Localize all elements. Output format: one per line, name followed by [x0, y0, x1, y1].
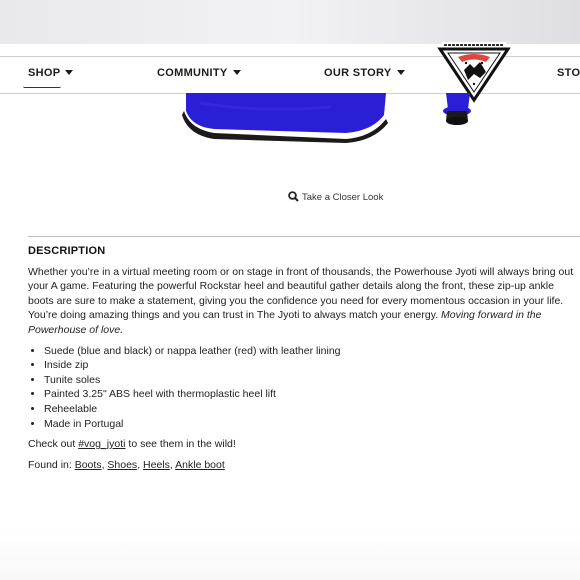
found-in-label: Found in:: [28, 458, 75, 471]
checkout-prefix: Check out: [28, 438, 79, 451]
description-paragraph: [28, 265, 576, 338]
checkout-suffix: to see them in the wild!: [125, 438, 236, 451]
list-item: • Painted 3.25" ABS heel with thermoplastic heel lift: [44, 387, 576, 402]
list-item: • Inside zip: [44, 358, 576, 373]
nav-community-label: COMMUNITY: [157, 67, 228, 79]
nav-store[interactable]: [557, 67, 580, 79]
nav-our-story-label: OUR STORY: [324, 67, 392, 79]
chevron-down-icon: [233, 70, 241, 75]
hashtag-link[interactable]: #vog_jyoti: [78, 438, 126, 451]
chevron-down-icon: [65, 70, 73, 75]
product-image[interactable]: [0, 93, 580, 153]
list-item: • Tunite soles: [44, 373, 576, 388]
list-item: • Reheelable: [44, 402, 576, 417]
category-link-heels[interactable]: Heels: [143, 458, 170, 471]
closer-look-button[interactable]: [288, 191, 383, 203]
nav-community[interactable]: [157, 67, 241, 79]
chevron-down-icon: [397, 70, 405, 75]
closer-look-label: Take a Closer Look: [302, 192, 384, 203]
category-link-boots[interactable]: Boots: [74, 458, 102, 471]
found-in-line: Found in: Boots, Shoes, Heels, Ankle boot: [28, 458, 225, 471]
description-tagline: Moving forward in the Powerhouse of love.: [28, 309, 542, 336]
nav-shop[interactable]: [28, 67, 73, 79]
list-item: • Made in Portugal: [44, 417, 576, 432]
nav-shop-label: SHOP: [28, 67, 61, 79]
description-text: Whether you’re in a virtual meeting room or on stage in front of thousands, the Powerhouse Jyoti will always bring out your A game. Featuring the powerful Rockstar heel and beautiful gather details along the front, these zip-up ankle boots are sure to make a statement, giving you the confidence you need for every momentous occasion in your life. You’re doing amazing things and you can trust in The Jyoti to always match your energy.: [28, 265, 574, 322]
category-link-ankle-boot[interactable]: Ankle boot: [175, 458, 225, 471]
feature-list: [28, 344, 576, 432]
nav-shop-active-underline: [23, 84, 61, 88]
category-link-shoes[interactable]: Shoes: [107, 458, 138, 471]
nav-store-label: STO: [557, 67, 580, 79]
magnifier-icon: [288, 191, 299, 202]
section-divider: [28, 236, 580, 237]
boot-image-icon: [0, 93, 580, 153]
description-heading: DESCRIPTION: [28, 245, 106, 257]
bottom-backdrop: [0, 530, 580, 580]
nav-our-story[interactable]: [324, 67, 405, 79]
list-item: • Suede (blue and black) or nappa leather (red) with leather lining: [44, 344, 576, 359]
top-backdrop: [0, 0, 580, 44]
description-section: [28, 244, 576, 478]
checkout-line: [28, 437, 576, 452]
